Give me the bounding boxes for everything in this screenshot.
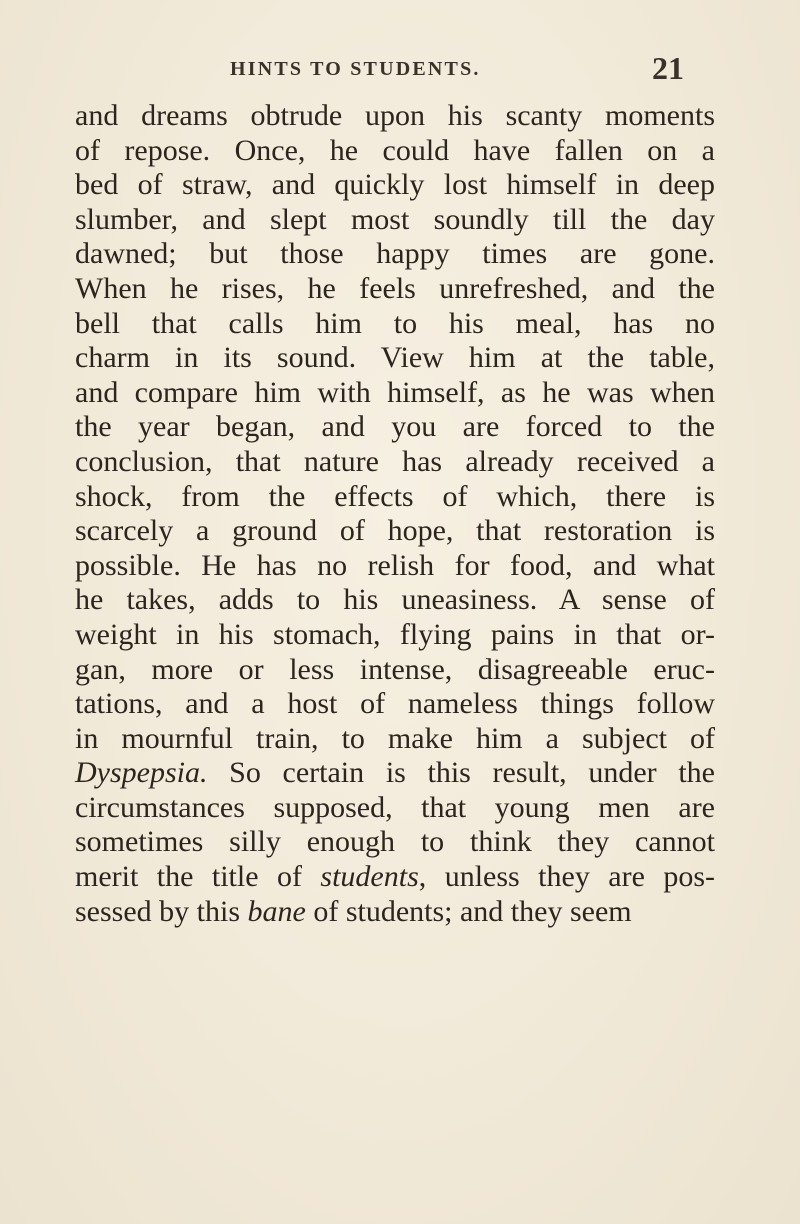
text-line: scarcely a ground of hope, that restoration is [75,514,715,548]
page-number: 21 [652,50,684,86]
text-line: bed of straw, and quickly lost himself in deep [75,168,715,202]
body-text [75,99,715,929]
text-line: bell that calls him to his meal, has no [75,306,715,340]
text-line: sometimes silly enough to think they cannot [75,825,715,859]
text-line: slumber, and slept most soundly till the day [75,202,715,236]
text-line: dawned; but those happy times are gone. [75,237,715,271]
text-line: he takes, adds to his uneasiness. A sense of [75,583,715,617]
text-fragment: , unless they are pos- [418,860,716,894]
running-title: HINTS TO STUDENTS. [230,58,481,80]
text-line: tations, and a host of nameless things follow [75,687,715,721]
text-line: gan, more or less intense, disagreeable eruc- [75,652,715,686]
text-fragment: So certain is this result, under the [229,756,715,790]
text-fragment: merit the title of [75,860,302,894]
text-fragment: sessed by this [75,894,240,928]
italic-word-dyspepsia: Dyspepsia. [75,756,208,790]
text-line: When he rises, he feels unrefreshed, and the [75,271,715,305]
running-head [0,52,800,92]
italic-word-students: students [320,860,419,894]
text-line: circumstances supposed, that young men are [75,790,715,824]
text-line: weight in his stomach, flying pains in that or- [75,617,715,651]
text-line: of repose. Once, he could have fallen on a [75,133,715,167]
text-line: in mournful train, to make him a subject of [75,721,715,755]
text-line: the year began, and you are forced to the [75,410,715,444]
text-line-mixed [75,756,715,791]
text-line: shock, from the effects of which, there is [75,479,715,513]
text-line: possible. He has no relish for food, and what [75,548,715,582]
text-line-mixed [75,860,715,895]
text-line: conclusion, that nature has already received a [75,444,715,478]
text-line: and compare him with himself, as he was when [75,375,715,409]
text-line: and dreams obtrude upon his scanty moments [75,99,715,132]
text-fragment: of students; and they seem [313,894,632,928]
text-line: charm in its sound. View him at the table, [75,341,715,375]
text-line-mixed [75,895,675,930]
italic-word-bane: bane [247,894,306,928]
